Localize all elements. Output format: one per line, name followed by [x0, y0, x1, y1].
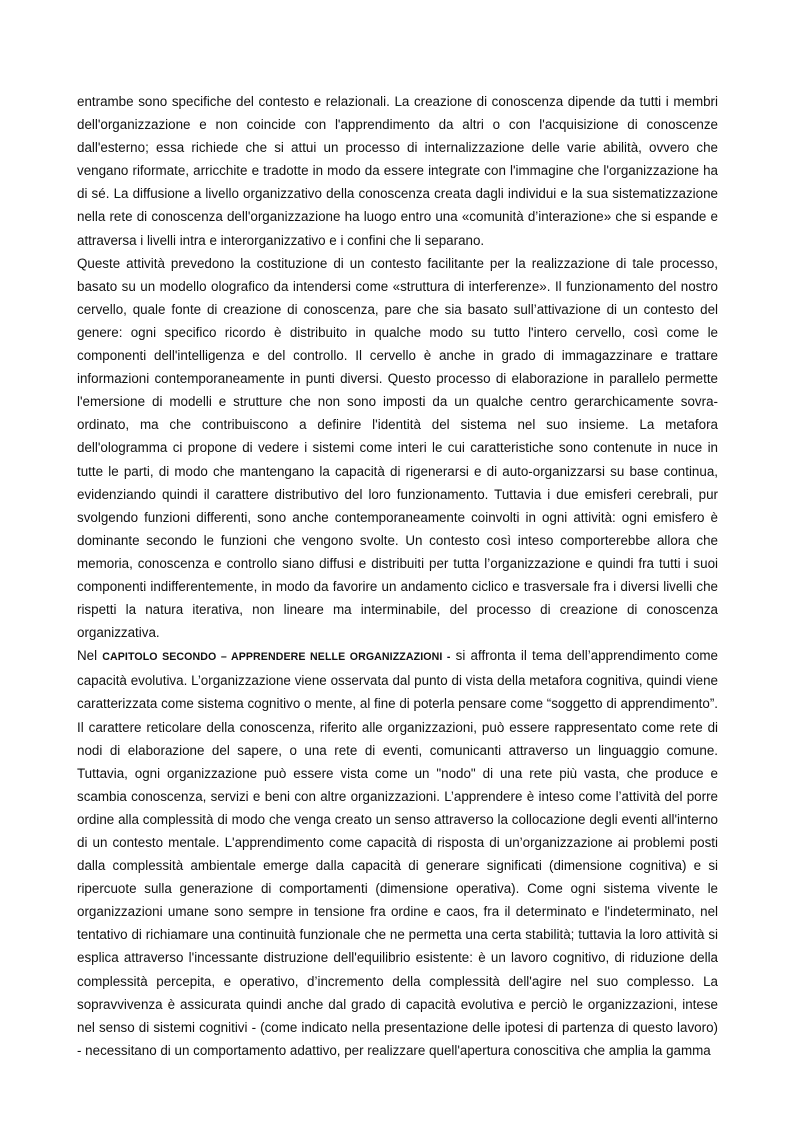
chapter-heading: CAPITOLO SECONDO – APPRENDERE NELLE ORGANIZZAZIONI - [102, 651, 451, 664]
paragraph-knowledge-creation: entrambe sono specifiche del contesto e relazionali. La creazione di conoscenza dipende da tutti i membri dell'organizzazione e non coincide con l'apprendimento da altri o con l'acquisizione di conoscenze dall'esterno; essa richiede che si attui un processo di internalizzazione delle varie abilità, ovvero che vengano riformate, arricchite e tradotte in modo da essere integrate con l'immagine che l'organizzazione ha di sé. La diffusione a livello organizzativo della conoscenza creata dagli individui e la sua sistematizzazione nella rete di conoscenza dell'organizzazione ha luogo entro una «comunità d’interazione» che si espande e attraversa i livelli intra e interorganizzativo e i confini che li separano. [77, 94, 718, 248]
document-page [77, 90, 718, 1062]
chapter-body-text: si affronta il tema dell’apprendimento come capacità evolutiva. L’organizzazione viene osservata dal punto di vista della metafora cognitiva, quindi viene caratterizzata come sistema cognitivo o mente, al fine di poterla pensare come “soggetto di apprendimento”. Il carattere reticolare della conoscenza, riferito alle organizzazioni, può essere rappresentato come rete di nodi di elaborazione del sapere, o una rete di eventi, comunicanti attraverso un linguaggio comune. Tuttavia, ogni organizzazione può essere vista come un "nodo" di una rete più vasta, che produce e scambia conoscenza, servizi e beni con altre organizzazioni. L’apprendere è inteso come l’attività del porre ordine alla complessità di modo che venga creato un senso attraverso la collocazione degli eventi all'interno di un contesto mentale. L'apprendimento come capacità di risposta di un’organizzazione ai problemi posti dalla complessità ambientale emerge dalla capacità di generare significati (dimensione cognitiva) e si ripercuote sulla generazione di comportamenti (dimensione operativa). Come ogni sistema vivente le organizzazioni umane sono sempre in tensione fra ordine e caos, fra il determinato e l'indeterminato, nel tentativo di richiamare una continuità funzionale che ne permetta una certa stabilità; tuttavia la loro attività si esplica attraverso l'incessante distruzione dell'equilibrio esistente: è un lavoro cognitivo, di riduzione della complessità percepita, e operativo, d’incremento della complessità dell'agire nel suo complesso. La sopravvivenza è assicurata quindi anche dal grado di capacità evolutiva e perciò le organizzazioni, intese nel senso di sistemi cognitivi - (come indicato nella presentazione delle ipotesi di partenza di questo lavoro) - necessitano di un comportamento adattivo, per realizzare quell'apertura conoscitiva che amplia la gamma [77, 648, 718, 1058]
paragraph-holographic-model: Queste attività prevedono la costituzione di un contesto facilitante per la realizzazione di tale processo, basato su un modello olografico da intendersi come «struttura di interferenze». Il funzionamento del nostro cervello, quale fonte di creazione di conoscenza, pare che sia basato sull’attivazione di un contesto del genere: ogni specifico ricordo è distribuito in qualche modo su tutto l'intero cervello, così come le componenti dell'intelligenza e del controllo. Il cervello è anche in grado di immagazzinare e trattare informazioni contemporaneamente in punti diversi. Questo processo di elaborazione in parallelo permette l'emersione di modelli e strutture che non sono imposti da un qualche centro gerarchicamente sovra-ordinato, ma che contribuiscono a definire l'identità del sistema nel suo insieme. La metafora dell'ologramma ci propone di vedere i sistemi come interi le cui caratteristiche sono contenute in nuce in tutte le parti, di modo che mantengano la capacità di rigenerarsi e di auto-organizzarsi su base continua, evidenziando quindi il carattere distributivo del loro funzionamento. Tuttavia i due emisferi cerebrali, pur svolgendo funzioni differenti, sono anche contemporaneamente coinvolti in ogni attività: ogni emisfero è dominante secondo le funzioni che vengono svolte. Un contesto così inteso comporterebbe allora che memoria, conoscenza e controllo siano diffusi e distribuiti per tutta l’organizzazione e quindi fra tutti i suoi componenti indifferentemente, in modo da favorire un andamento ciclico e trasversale fra i diversi livelli che rispetti la natura iterativa, non lineare ma interminabile, del processo di creazione di conoscenza organizzativa. [77, 255, 718, 641]
chapter-lead-text: Nel [77, 648, 103, 664]
paragraph-chapter-two [77, 644, 718, 1062]
